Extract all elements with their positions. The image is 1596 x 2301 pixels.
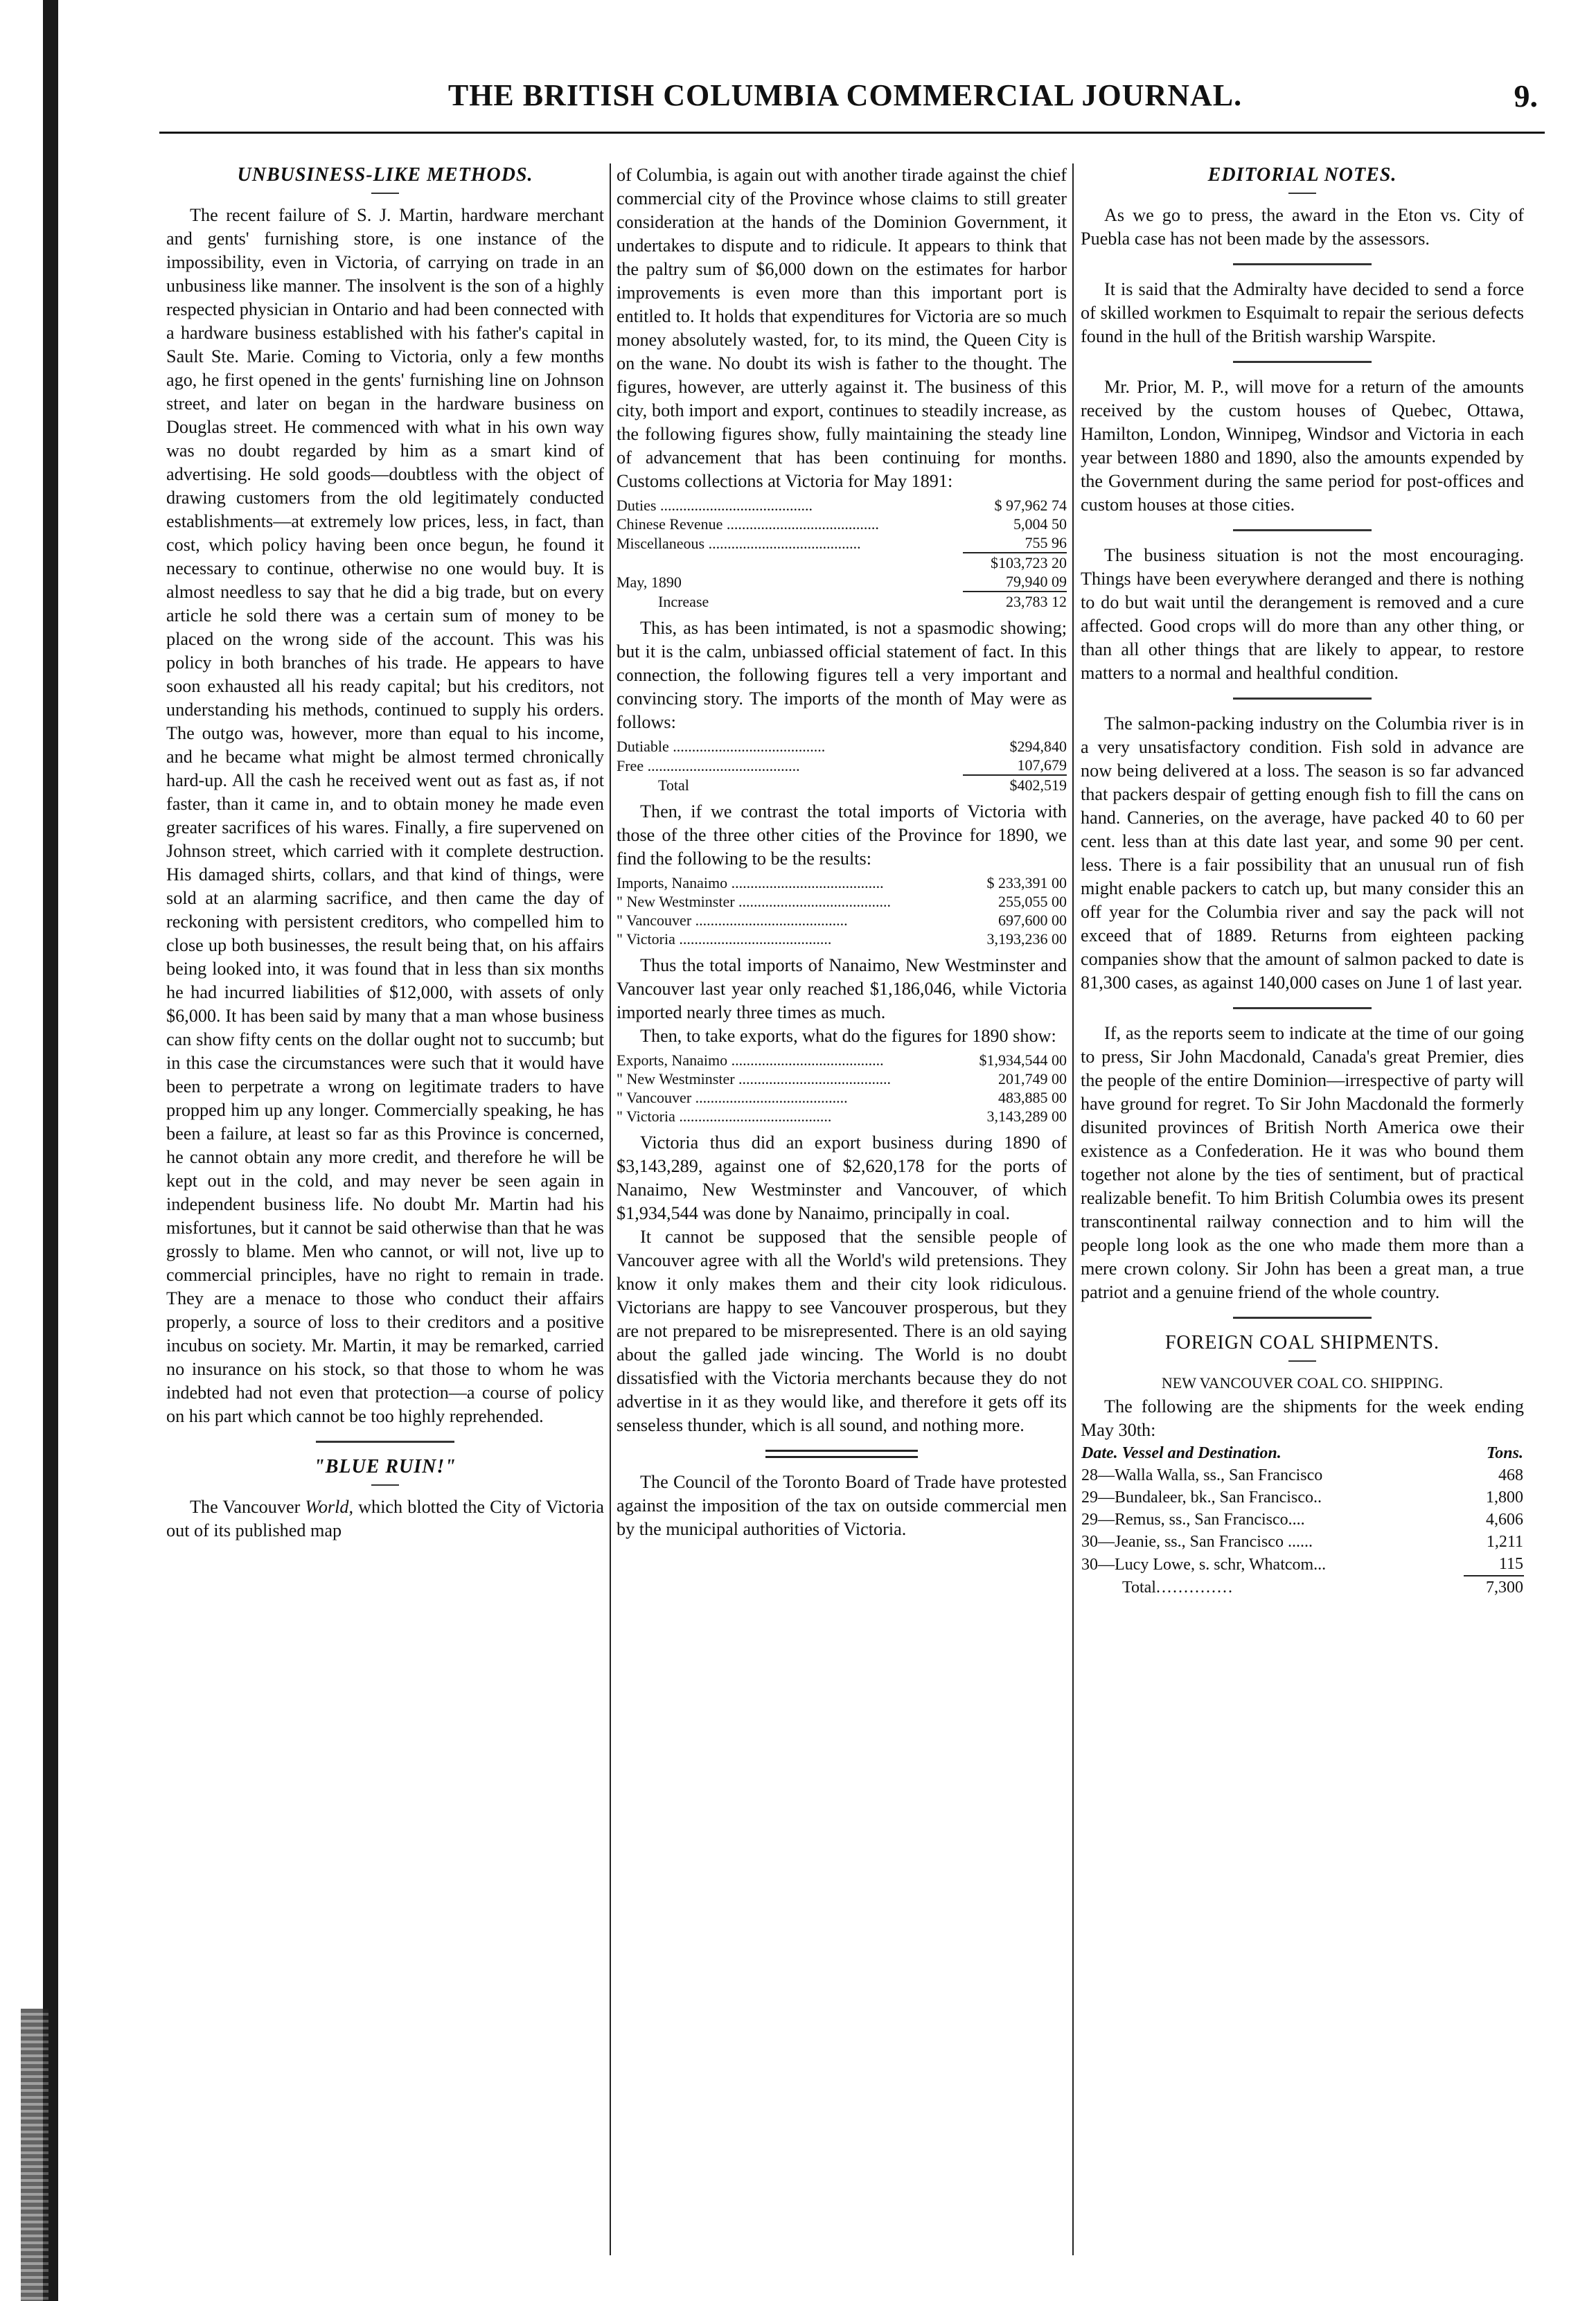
- customs-row: [617, 496, 1067, 515]
- row-amount: $ 233,391 00: [986, 874, 1067, 891]
- imports-intro: This, as has been intimated, is not a spasmodic showing; but it is the calm, unbiassed official statement of fact. In this connection, the following figures tell a very important and convincing story. The imports of the month of May were as follows:: [617, 618, 1067, 732]
- exports-intro: Then, to take exports, what do the figures for 1890 show:: [640, 1026, 1056, 1046]
- column-2: [617, 163, 1067, 1541]
- page-number: 9.: [1514, 78, 1538, 114]
- row-amount: $294,840: [1009, 738, 1067, 755]
- binding-edge: [43, 0, 58, 2301]
- column-rule-1: [610, 163, 611, 2255]
- customs-row: [617, 515, 1067, 533]
- row-amount: 107,679: [1017, 756, 1067, 774]
- exports-1890-row: [617, 1107, 1067, 1126]
- shipment-tons: 1,211: [1486, 1533, 1523, 1551]
- article-body-blue-ruin-start: [166, 1495, 604, 1543]
- row-amount: $ 97,962 74: [994, 497, 1067, 514]
- row-amount: 755 96: [1025, 534, 1067, 551]
- shipment-entry: 28—Walla Walla, ss., San Francisco: [1081, 1466, 1323, 1484]
- article-body-unbusiness: The recent failure of S. J. Martin, hardware merchant and gents' furnishing store, is one instance of the impossibility, even in Victoria, of carrying on trade in an unbusiness like manner. The insolvent is the son of a highly respected physician in Ontario and had been connected with a hardware business established with his father's capital in Sault Ste. Marie. Coming to Victoria, only a few months ago, he first opened in the gents' furnishing line on Johnson street, and later on began in the hardware business on Douglas street. He commenced with what in his own way was no doubt regarded by him as a smart kind of advertising. He sold goods—doubtless with the object of drawing customers from the old legitimately conducted establishments—at extremely low prices, less, in fact, than cost, which policy having been once begun, he found it necessary to continue, otherwise no one would buy. It is almost needless to say that he did a big trade, but on every article he sold there was a certain sum of money to be placed on the wrong side of the account. This was his policy in both branches of his trade. He appears to have soon exhausted all his ready capital; but his creditors, not understanding his methods, continued to supply his orders. The outgo was, however, more than equal to his income, and he became what might be almost termed chronically hard-up. All the cash he received went out as fast as, if not faster, than it came in, and to obtain money he made even greater sacrifices of his wares. Finally, a fire supervened on Johnson street, which carried with it complete destruction. His damaged shirts, collars, and that kind of things, were sold at an alarming sacrifice, and then came the day of reckoning with persistent creditors, who compelled him to close up both businesses, the result being that, on his affairs being looked into, it was found that in less than six months he had incurred liabilities of $12,000, with assets of only $6,000. It has been said by many that a man whose business can show fifty cents on the dollar ought not to succumb; but in this case the circumstances were such that it would have been to perpetrate a wrong on legitimate traders to have propped him up any longer. Commercially speaking, he has been a failure, at least so far as this Province is concerned, he cannot obtain any more credit, and therefore he will be kept out in the cold, and may never be seen again in independent business life. No doubt Mr. Martin had his misfortunes, but it cannot be said otherwise than that he was grossly to blame. Men who cannot, or will not, live up to commercial principles, have no right to remain in trade. They are a menace to those who conduct their affairs properly, a source of loss to their creditors and a positive incubus on society. Mr. Martin, it may be remarked, carried no insurance on his stock, so that those to whom he was indebted had not even that protection—a course of policy on his part which cannot be too highly reprehended.: [166, 205, 604, 1426]
- note-eton: As we go to press, the award in the Eton vs. City of Puebla case has not been made by the assessors.: [1081, 205, 1524, 249]
- customs-1890-label: May, 1890: [617, 574, 682, 591]
- row-amount: 255,055 00: [998, 893, 1067, 910]
- shipment-tons: 115: [1498, 1555, 1523, 1573]
- row-amount: 483,885 00: [998, 1089, 1067, 1106]
- heading-dash: [371, 1484, 399, 1486]
- binding-edge-scan-noise: [21, 2009, 48, 2301]
- row-amount: 5,004 50: [1013, 515, 1067, 533]
- article-heading-blue-ruin: "BLUE RUIN!": [314, 1456, 456, 1477]
- note-salmon: The salmon-packing industry on the Columbia river is in a very unsatisfactory condition. Fish sold in advance are now being delivered at a loss. The season is so far advanced that packers despair of getting enough fish to fill the cans on hand. Canneries, on the average, have packed 40 to 60 per cent. less than at this date last year, and some 90 per cent. less. There is a fair possibility that an unusual run of fish might enable packers to catch up, but many consider this an off year for the Columbia river and say the pack will not exceed that of 1889. Returns from eighteen packing companies show that the amount of salmon packed to date is 81,300 cases, as against 140,000 cases on June 1 of last year.: [1081, 713, 1524, 993]
- shipment-entry: 29—Bundaleer, bk., San Francisco..: [1081, 1489, 1322, 1507]
- shipments-total: 7,300: [1464, 1576, 1524, 1599]
- section-separator: [316, 1441, 454, 1443]
- exports-summary: Victoria thus did an export business during 1890 of $3,143,289, against one of $2,620,178 for the ports of Nanaimo, New Westminster and Vancouver, of which $1,934,544 was done by Nanaimo, principally in coal.: [617, 1132, 1067, 1223]
- row-label: " Vancouver ........................................: [617, 1089, 848, 1106]
- shipments-table: [1081, 1442, 1524, 1599]
- imports-may-row: [617, 737, 1067, 756]
- shipment-entry: 30—Lucy Lowe, s. schr, Whatcom...: [1081, 1555, 1327, 1574]
- section-separator: [1233, 698, 1372, 700]
- shipment-entry: 29—Remus, ss., San Francisco....: [1081, 1511, 1305, 1529]
- customs-table: [617, 496, 1067, 611]
- blue-ruin-continued: of Columbia, is again out with another tirade against the chief commercial city of the Province whose claims to still greater consideration at the hands of the Dominion Government, it undertakes to dispute and to ridicule. It appears to think that the paltry sum of $6,000 down on the estimates for harbor improvements is even more than this important port is entitled to. It holds that expenditures for Victoria are so much money absolutely wasted, for, to its mind, the Queen City is on the wane. No doubt its wish is father to the thought. The figures, however, are utterly against it. The business of this city, both import and export, continues to steadily increase, as the following figures show, fully maintaining the steady line of advancement that has been continuing for months. Customs collections at Victoria for May 1891:: [617, 165, 1067, 491]
- row-label: Duties ........................................: [617, 497, 813, 514]
- heading-dash: [1288, 193, 1316, 194]
- row-amount: $1,934,544 00: [979, 1051, 1067, 1069]
- note-business: The business situation is not the most encouraging. Things have been everywhere deranged and there is nothing to do but wait until the derangement is removed and a cure affected. Good crops will do more than any other thing, or than all other things that are likely to appear, to restore matters to a normal and healthful condition.: [1081, 545, 1524, 683]
- shipment-tons: 4,606: [1486, 1511, 1523, 1529]
- row-label: Dutiable ........................................: [617, 738, 826, 755]
- shipment-entry: 30—Jeanie, ss., San Francisco ......: [1081, 1533, 1313, 1551]
- coal-company-subheading: NEW VANCOUVER COAL CO. SHIPPING.: [1161, 1374, 1444, 1392]
- row-label: Imports, Nanaimo ........................................: [617, 874, 884, 891]
- column-1: [166, 163, 604, 1543]
- heading-dash: [371, 193, 399, 194]
- increase-label: Increase: [658, 593, 709, 610]
- row-amount: 697,600 00: [998, 912, 1067, 929]
- shipments-intro: The following are the shipments for the week ending May 30th:: [1081, 1396, 1524, 1440]
- col-date: Date. Vessel and Destination.: [1081, 1444, 1282, 1462]
- section-separator: [1233, 263, 1372, 265]
- imports-1890-table: [617, 873, 1067, 948]
- shipment-tons: 1,800: [1486, 1489, 1523, 1507]
- shipment-row: [1081, 1553, 1524, 1576]
- exports-1890-table: [617, 1051, 1067, 1126]
- shipments-total-label: Total..............: [1122, 1578, 1234, 1597]
- section-separator: [1233, 1007, 1372, 1009]
- imports-compare-intro: Then, if we contrast the total imports of Victoria with those of the three other cities of the Province for 1890, we find the following to be the results:: [617, 801, 1067, 869]
- increase-value: 23,783 12: [963, 592, 1067, 611]
- row-label: " Victoria ........................................: [617, 1108, 832, 1125]
- customs-row: [617, 533, 1067, 553]
- shipment-row: [1081, 1464, 1524, 1486]
- shipment-row: [1081, 1486, 1524, 1509]
- note-admiralty: It is said that the Admiralty have decided to send a force of skilled workmen to Esquimalt to repair the serious defects found in the hull of the British warship Warspite.: [1081, 279, 1524, 346]
- row-label: " Vancouver ........................................: [617, 912, 848, 929]
- row-amount: 3,193,236 00: [986, 930, 1067, 948]
- row-label: Miscellaneous ........................................: [617, 535, 861, 552]
- row-label: " New Westminster ........................................: [617, 893, 892, 910]
- column-rule-2: [1072, 163, 1074, 2255]
- section-separator: [1233, 361, 1372, 363]
- coal-shipments-heading: FOREIGN COAL SHIPMENTS.: [1164, 1332, 1440, 1353]
- toronto-board-paragraph: The Council of the Toronto Board of Trade have protested against the imposition of the tax on outside commercial men by the municipal authorities of Victoria.: [617, 1472, 1067, 1539]
- blue-ruin-text-rest: which blotted the City of Victoria out of its published map: [166, 1497, 604, 1540]
- customs-total: $103,723 20: [963, 553, 1067, 572]
- vancouver-paragraph: It cannot be supposed that the sensible people of Vancouver agree with all the World's wild pretensions. They know it only makes them and their city look ridiculous. Victorians are happy to see Vancouver prosperous, but they are not prepared to be misrepresented. There is an old saying about the galled jade wincing. The World is no doubt dissatisfied with the Victoria merchants because they do not advertise in it as they would like, and therefore it gets off its senseless thunder, which is all sound, and nothing more.: [617, 1227, 1067, 1435]
- row-label: " Victoria ........................................: [617, 930, 832, 948]
- journal-title: THE BRITISH COLUMBIA COMMERCIAL JOURNAL.: [447, 78, 1243, 112]
- note-prior: Mr. Prior, M. P., will move for a return of the amounts received by the custom houses of Quebec, Ottawa, Hamilton, London, Winnipeg, Windsor and Victoria in each year between 1880 and 1890, also the amounts expended by the Government during the same period for post-offices and custom houses at those cities.: [1081, 377, 1524, 515]
- imports-may-row: [617, 756, 1067, 775]
- row-label: Free ........................................: [617, 757, 800, 774]
- row-amount: 201,749 00: [998, 1070, 1067, 1087]
- shipment-tons: 468: [1498, 1466, 1523, 1484]
- editorial-notes-heading: EDITORIAL NOTES.: [1207, 164, 1397, 186]
- imports-1890-row: [617, 873, 1067, 892]
- row-label: Chinese Revenue ........................................: [617, 515, 879, 533]
- section-separator: [1233, 529, 1372, 531]
- column-3: [1081, 163, 1524, 1599]
- heading-dash: [1288, 1360, 1316, 1362]
- world-italic: World,: [305, 1497, 354, 1517]
- imports-1890-row: [617, 930, 1067, 948]
- imports-1890-row: [617, 911, 1067, 930]
- exports-1890-row: [617, 1069, 1067, 1088]
- section-separator: [765, 1450, 918, 1458]
- row-amount: 3,143,289 00: [986, 1108, 1067, 1125]
- col-tons: Tons.: [1486, 1444, 1523, 1462]
- shipment-row: [1081, 1509, 1524, 1531]
- header-rule: [159, 132, 1545, 134]
- imports-summary: Thus the total imports of Nanaimo, New Westminster and Vancouver last year only reached $1,186,046, while Victoria imported nearly three times as much.: [617, 955, 1067, 1022]
- section-separator: [1233, 1317, 1372, 1319]
- article-heading-unbusiness: UNBUSINESS-LIKE METHODS.: [237, 164, 533, 186]
- shipment-row: [1081, 1531, 1524, 1553]
- exports-1890-row: [617, 1088, 1067, 1107]
- imports-total-label: Total: [658, 776, 689, 794]
- customs-1890-value: 79,940 09: [1006, 573, 1067, 590]
- note-macdonald: If, as the reports seem to indicate at the time of our going to press, Sir John Macdonald, Canada's great Premier, dies the people of the entire Dominion—irrespective of party will have ground for regret. To Sir John Macdonald the formerly disunited provinces of British North America owe their existence as a Confederation. He it was who bound them together not alone by the ties of sentiment, but of practical realizable benefit. To him British Columbia owes its present transcontinental railway connection and to him will the people long look as the one who made them more than a mere crown colony. Sir John has been a great man, a true patriot and a genuine friend of the whole country.: [1081, 1023, 1524, 1302]
- imports-total-value: $402,519: [963, 775, 1067, 794]
- exports-1890-row: [617, 1051, 1067, 1069]
- row-label: " New Westminster ........................................: [617, 1070, 892, 1087]
- page-header: [152, 78, 1538, 126]
- blue-ruin-text: The Vancouver: [190, 1497, 301, 1517]
- imports-may-table: [617, 737, 1067, 794]
- imports-1890-row: [617, 892, 1067, 911]
- row-label: Exports, Nanaimo ........................................: [617, 1051, 884, 1069]
